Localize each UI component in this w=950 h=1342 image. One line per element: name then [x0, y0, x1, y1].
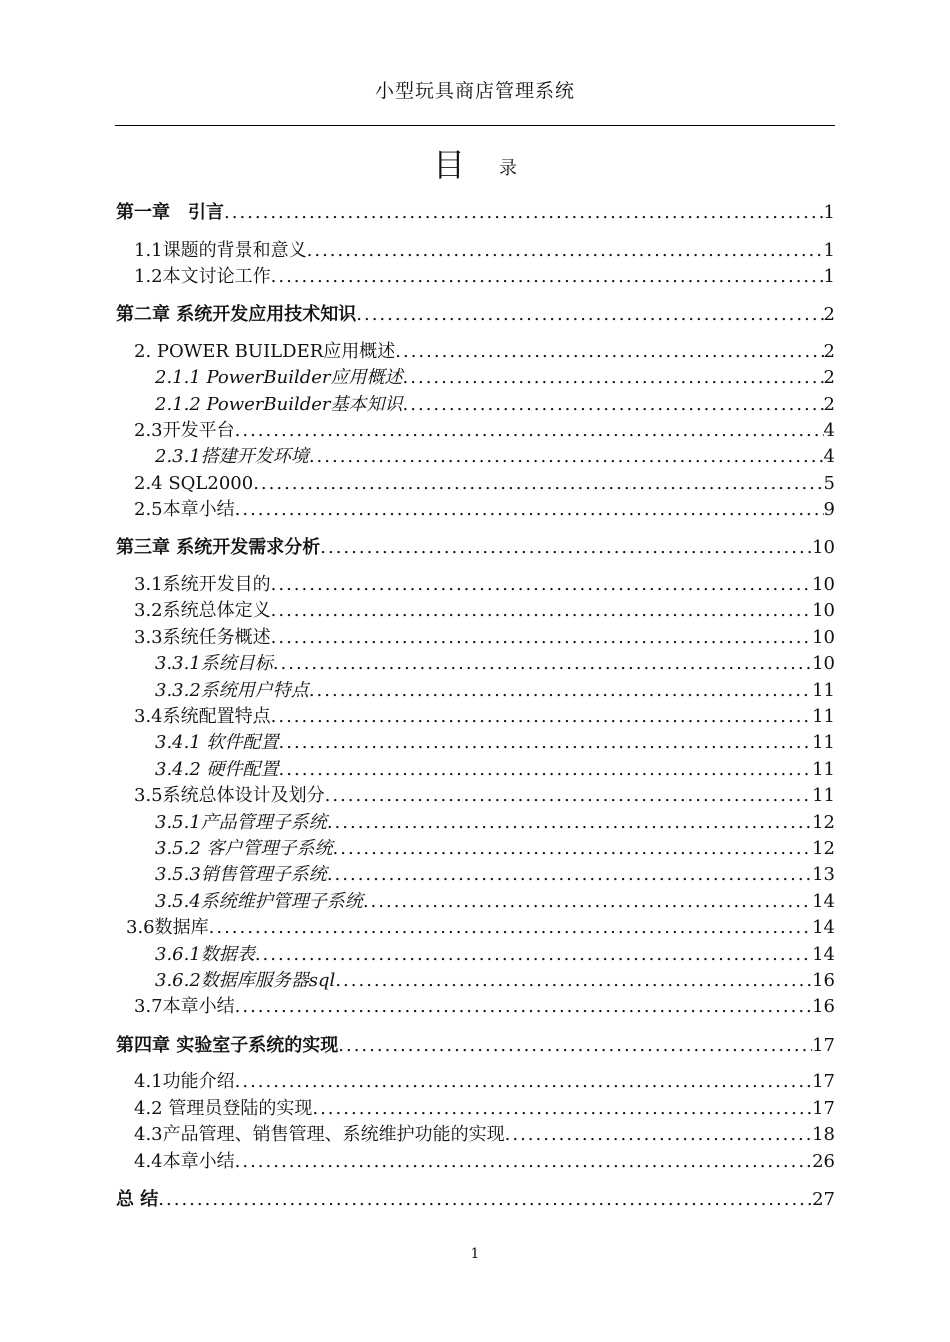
- toc-entry-page: 10: [812, 574, 835, 595]
- toc-entry-page: 11: [812, 785, 835, 806]
- toc-entry-3-2[interactable]: [134, 598, 835, 624]
- toc-entry-3-5-3[interactable]: [155, 862, 835, 888]
- leader-dots: [307, 238, 824, 264]
- leader-dots: [253, 471, 823, 497]
- leader-dots: [325, 783, 812, 809]
- toc-entry-3-4-2[interactable]: [155, 757, 835, 783]
- toc-entry-page: 2: [823, 304, 835, 325]
- toc-entry-text: 2.5本章小结: [134, 499, 235, 520]
- toc-entry-page: 26: [812, 1151, 835, 1172]
- toc-entry-2-1-1[interactable]: [155, 365, 835, 391]
- toc-title-main: 目: [432, 146, 465, 184]
- toc-entry-page: 27: [812, 1189, 835, 1210]
- toc-entry-3-5-4[interactable]: [155, 889, 835, 915]
- leader-dots: [271, 704, 812, 730]
- leader-dots: [403, 365, 824, 391]
- leader-dots: [158, 1187, 812, 1213]
- toc-entry-text: 3.7本章小结: [134, 996, 235, 1017]
- toc-entry-page: 13: [812, 864, 835, 885]
- toc-entry-text: 3.5系统总体设计及划分: [134, 785, 325, 806]
- toc-entry-text: 3.1系统开发目的: [134, 574, 271, 595]
- toc-entry-page: 17: [812, 1071, 835, 1092]
- leader-dots: [255, 942, 812, 968]
- toc-entry-text: 1.2本文讨论工作: [134, 266, 271, 287]
- toc-entry-3-6-1[interactable]: [155, 942, 835, 968]
- toc-entry-page: 1: [823, 202, 835, 223]
- leader-dots: [271, 264, 824, 290]
- toc-entry-1-2[interactable]: [134, 264, 835, 290]
- toc-entry-3-3[interactable]: [134, 625, 835, 651]
- toc-entry-text: 4.4本章小结: [134, 1151, 235, 1172]
- toc-entry-page: 9: [823, 499, 835, 520]
- toc-entry-page: 18: [812, 1124, 835, 1145]
- toc-entry-page: 2: [823, 367, 835, 388]
- toc-entry-3-6-2[interactable]: [155, 968, 835, 994]
- toc-entry-text: 3.6.2数据库服务器sql: [155, 970, 336, 991]
- toc-entry-page: 1: [823, 240, 835, 261]
- toc-entry-summary[interactable]: [116, 1187, 835, 1213]
- leader-dots: [271, 572, 812, 598]
- toc-entry-text: 第一章 引言: [116, 202, 224, 223]
- toc-entry-page: 17: [812, 1035, 835, 1056]
- toc-entry-3-5-1[interactable]: [155, 810, 835, 836]
- toc-entry-text: 2.1.1 PowerBuilder应用概述: [155, 367, 403, 388]
- toc-entry-3-6[interactable]: [126, 915, 835, 941]
- header-rule: [115, 125, 835, 126]
- toc-entry-page: 10: [812, 600, 835, 621]
- leader-dots: [235, 418, 824, 444]
- toc-entry-page: 12: [812, 838, 835, 859]
- leader-dots: [235, 994, 812, 1020]
- toc-entry-page: 1: [823, 266, 835, 287]
- toc-entry-3-7[interactable]: [134, 994, 835, 1020]
- toc-entry-page: 14: [812, 944, 835, 965]
- leader-dots: [312, 1096, 812, 1122]
- toc-entry-chapter-2[interactable]: [116, 302, 835, 328]
- toc-entry-page: 10: [812, 653, 835, 674]
- toc-entry-chapter-4[interactable]: [116, 1033, 835, 1059]
- toc-entry-text: 3.2系统总体定义: [134, 600, 271, 621]
- leader-dots: [335, 968, 812, 994]
- toc-entry-text: 第四章 实验室子系统的实现: [116, 1035, 339, 1056]
- leader-dots: [320, 535, 812, 561]
- toc-entry-text: 2.1.2 PowerBuilder基本知识: [155, 394, 403, 415]
- leader-dots: [271, 598, 812, 624]
- toc-entry-text: 4.1功能介绍: [134, 1071, 235, 1092]
- toc-entry-text: 3.3.2系统用户特点: [155, 680, 309, 701]
- toc-entry-3-4-1[interactable]: [155, 730, 835, 756]
- toc-entry-page: 4: [823, 446, 835, 467]
- leader-dots: [395, 339, 823, 365]
- toc-entry-page: 11: [812, 759, 835, 780]
- toc-entry-text: 3.4.1 软件配置: [155, 732, 279, 753]
- leader-dots: [309, 678, 812, 704]
- toc-entry-text: 2.4 SQL2000: [134, 473, 254, 494]
- toc-entry-text: 3.3系统任务概述: [134, 627, 271, 648]
- running-header: 小型玩具商店管理系统: [374, 80, 575, 102]
- toc-entry-page: 10: [812, 627, 835, 648]
- leader-dots: [356, 302, 823, 328]
- leader-dots: [273, 651, 812, 677]
- toc-entry-2[interactable]: [134, 339, 835, 365]
- toc-entry-text: 3.5.4系统维护管理子系统: [155, 891, 363, 912]
- toc-entry-2-5[interactable]: [134, 497, 835, 523]
- toc-entry-page: 11: [812, 680, 835, 701]
- toc-entry-2-4[interactable]: [134, 471, 835, 497]
- leader-dots: [363, 889, 812, 915]
- toc-entry-page: 4: [823, 420, 835, 441]
- leader-dots: [338, 1033, 812, 1059]
- toc-entry-3-1[interactable]: [134, 572, 835, 598]
- toc-entry-4-2[interactable]: [134, 1096, 835, 1122]
- toc-entry-3-5[interactable]: [134, 783, 835, 809]
- toc-entry-page: 11: [812, 732, 835, 753]
- leader-dots: [327, 862, 812, 888]
- toc-entry-page: 14: [812, 891, 835, 912]
- toc-entry-text: 3.5.2 客户管理子系统: [155, 838, 333, 859]
- leader-dots: [209, 915, 812, 941]
- toc-entry-text: 3.4.2 硬件配置: [155, 759, 279, 780]
- toc-entry-text: 1.1课题的背景和意义: [134, 240, 307, 261]
- toc-entry-2-1-2[interactable]: [155, 392, 835, 418]
- toc-entry-page: 16: [812, 996, 835, 1017]
- leader-dots: [505, 1122, 812, 1148]
- toc-entry-text: 3.5.1产品管理子系统: [155, 812, 327, 833]
- leader-dots: [279, 730, 813, 756]
- toc-entry-3-5-2[interactable]: [155, 836, 835, 862]
- page-number: 1: [470, 1246, 480, 1262]
- toc-entry-page: 2: [823, 394, 835, 415]
- toc-entry-3-3-2[interactable]: [155, 678, 835, 704]
- toc-entry-page: 5: [823, 473, 835, 494]
- toc-entry-text: 3.6.1数据表: [155, 944, 255, 965]
- toc-entry-page: 14: [812, 917, 835, 938]
- toc-entry-chapter-1[interactable]: [116, 200, 835, 226]
- toc-entry-page: 2: [823, 341, 835, 362]
- leader-dots: [235, 497, 824, 523]
- toc-entry-text: 3.4系统配置特点: [134, 706, 271, 727]
- toc-entry-page: 17: [812, 1098, 835, 1119]
- toc-entry-4-3[interactable]: [134, 1122, 835, 1148]
- toc-entry-text: 第三章 系统开发需求分析: [116, 537, 321, 558]
- toc-entry-text: 2. POWER BUILDER应用概述: [134, 341, 396, 362]
- leader-dots: [279, 757, 813, 783]
- toc-entry-1-1[interactable]: [134, 238, 835, 264]
- toc-title-second: 录: [499, 158, 517, 179]
- toc-entry-3-3-1[interactable]: [155, 651, 835, 677]
- toc-entry-text: 第二章 系统开发应用技术知识: [116, 304, 357, 325]
- toc-entry-page: 12: [812, 812, 835, 833]
- toc-entry-text: 4.2 管理员登陆的实现: [134, 1098, 313, 1119]
- leader-dots: [327, 810, 812, 836]
- toc-title: [0, 140, 950, 186]
- leader-dots: [333, 836, 813, 862]
- toc-entry-page: 16: [812, 970, 835, 991]
- toc-entry-text: 4.3产品管理、销售管理、系统维护功能的实现: [134, 1124, 505, 1145]
- toc-entry-4-1[interactable]: [134, 1069, 835, 1095]
- toc-entry-text: 总 结: [116, 1189, 159, 1210]
- toc-entry-chapter-3[interactable]: [116, 535, 835, 561]
- toc-entry-text: 3.3.1系统目标: [155, 653, 273, 674]
- leader-dots: [224, 200, 824, 226]
- toc-entry-2-3-1[interactable]: [155, 444, 835, 470]
- leader-dots: [403, 392, 824, 418]
- leader-dots: [235, 1069, 812, 1095]
- toc-entry-4-4[interactable]: [134, 1149, 835, 1175]
- toc-entry-2-3[interactable]: [134, 418, 835, 444]
- toc-entry-page: 10: [812, 537, 835, 558]
- toc-entry-3-4[interactable]: [134, 704, 835, 730]
- toc-entry-text: 3.5.3销售管理子系统: [155, 864, 327, 885]
- leader-dots: [309, 444, 824, 470]
- leader-dots: [271, 625, 812, 651]
- toc-entry-text: 2.3.1搭建开发环境: [155, 446, 309, 467]
- toc-entry-text: 2.3开发平台: [134, 420, 235, 441]
- toc-entry-text: 3.6数据库: [126, 917, 209, 938]
- leader-dots: [235, 1149, 812, 1175]
- toc-entry-page: 11: [812, 706, 835, 727]
